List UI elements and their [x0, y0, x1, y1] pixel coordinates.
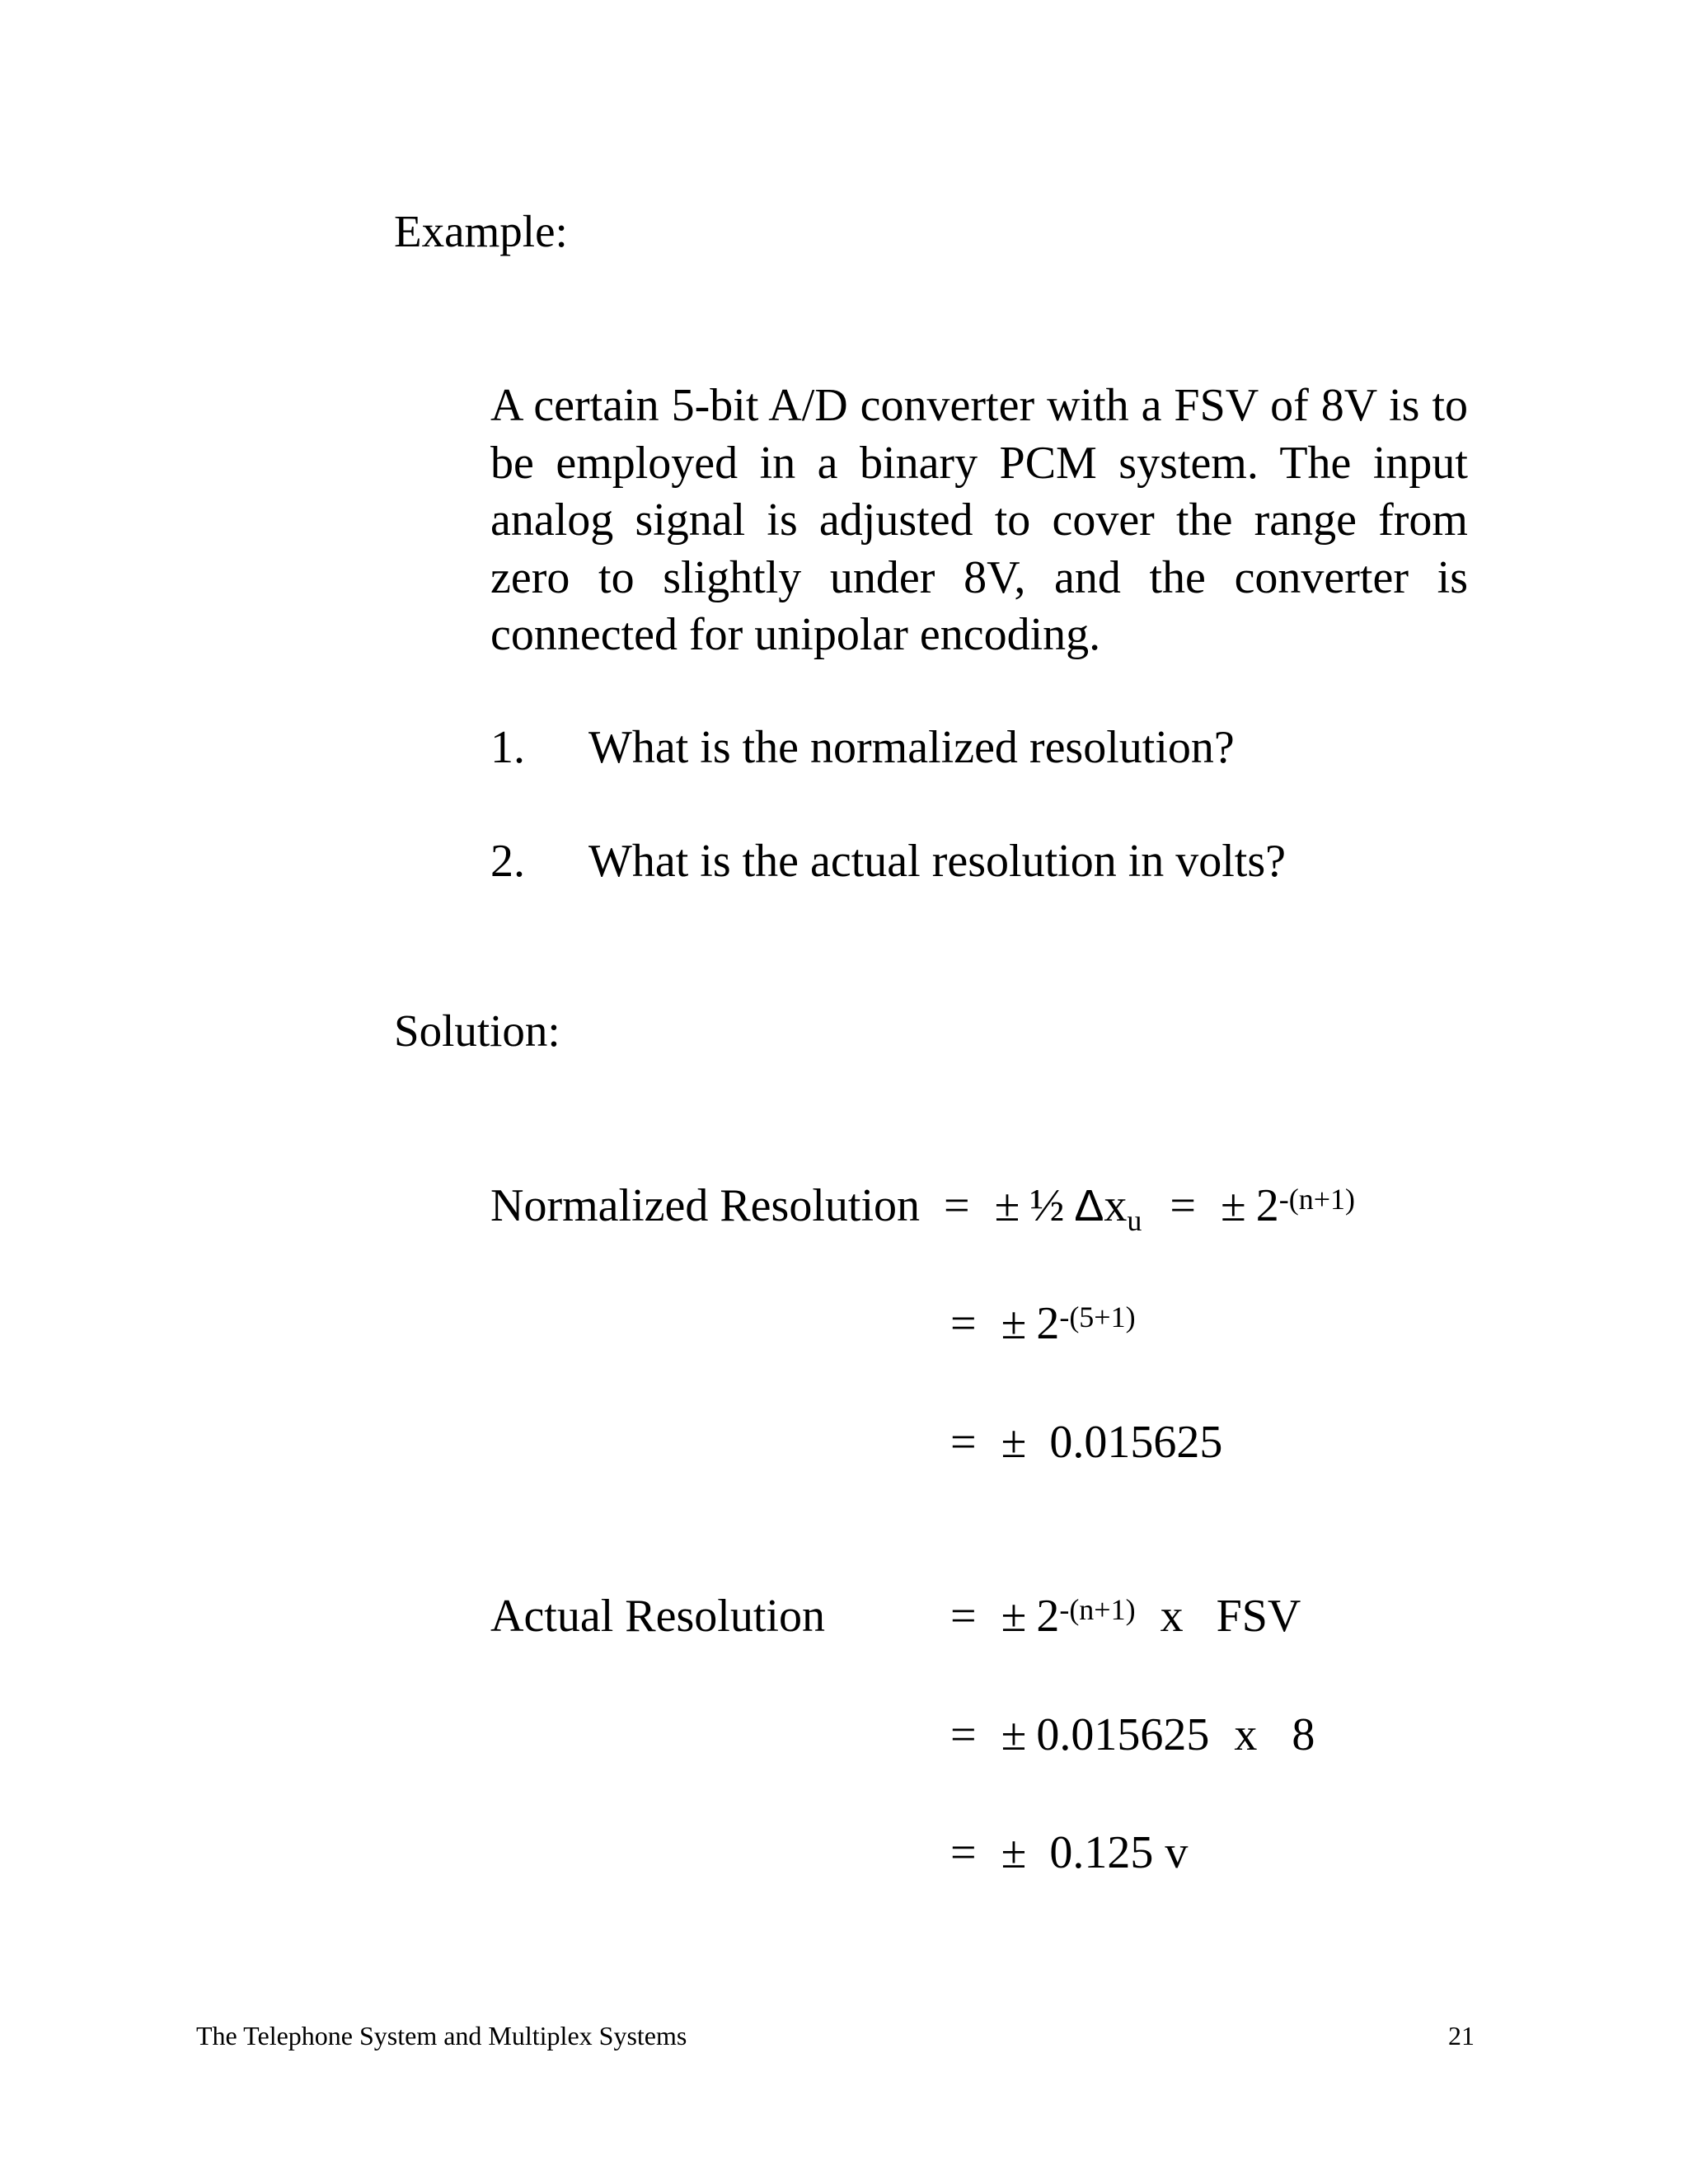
exponent: -(n+1) — [1278, 1183, 1356, 1216]
equals-sign: = — [950, 1591, 977, 1642]
one-half: ½ — [1029, 1180, 1065, 1231]
fsv-value: 8 — [1292, 1709, 1315, 1760]
plus-minus-sign: ± — [1001, 1298, 1027, 1349]
page-number: 21 — [1448, 2021, 1475, 2050]
normalized-resolution-result — [950, 1415, 1222, 1469]
actual-resolution-formula — [950, 1589, 1301, 1643]
question-2-number: 2. — [490, 836, 525, 887]
question-1-text: What is the normalized resolution? — [588, 722, 1235, 773]
result-value: 0.015625 — [1049, 1417, 1223, 1468]
normalized-resolution-label: Normalized Resolution — [490, 1180, 921, 1231]
question-2 — [490, 834, 1479, 888]
equals-sign: = — [950, 1417, 977, 1468]
base-two: 2 — [1036, 1591, 1060, 1642]
equals-sign: = — [944, 1180, 970, 1231]
subscript-u: u — [1127, 1204, 1142, 1237]
equals-sign: = — [950, 1298, 977, 1349]
plus-minus-sign: ± — [994, 1180, 1020, 1231]
actual-resolution-result — [950, 1825, 1188, 1880]
problem-statement: A certain 5-bit A/D converter with a FSV of 8V is to be employed in a binary PCM system. The input analog signal is adjusted to cover the range from zero to slightly under 8V, and the converter is connected for unipolar encoding. — [490, 380, 1468, 660]
equals-sign: = — [1170, 1180, 1196, 1231]
plus-minus-sign: ± — [1001, 1827, 1027, 1878]
times-sign: x — [1160, 1591, 1184, 1642]
delta-symbol: Δ — [1074, 1181, 1104, 1230]
base-two: 2 — [1255, 1180, 1279, 1231]
question-2-text: What is the actual resolution in volts? — [588, 836, 1287, 887]
question-1-number: 1. — [490, 722, 525, 773]
exponent: -(5+1) — [1059, 1301, 1136, 1333]
exponent: -(n+1) — [1059, 1593, 1136, 1626]
solution-heading: Solution: — [394, 1005, 560, 1056]
plus-minus-sign: ± — [1001, 1591, 1027, 1642]
actual-resolution-step-2 — [950, 1708, 1315, 1762]
footer-title: The Telephone System and Multiplex Systems — [196, 2021, 687, 2050]
times-sign: x — [1234, 1709, 1258, 1760]
plus-minus-sign: ± — [1001, 1709, 1027, 1760]
question-1 — [490, 720, 1479, 775]
fsv-term: FSV — [1216, 1591, 1301, 1642]
normalized-resolution-formula — [944, 1179, 1356, 1237]
example-heading: Example: — [394, 206, 568, 256]
actual-resolution-label: Actual Resolution — [490, 1591, 825, 1642]
plus-minus-sign: ± — [1221, 1180, 1246, 1231]
plus-minus-sign: ± — [1001, 1417, 1027, 1468]
normalized-resolution-step-2 — [950, 1296, 1136, 1351]
equals-sign: = — [950, 1827, 977, 1878]
variable-x: x — [1104, 1180, 1128, 1231]
normalized-value: 0.015625 — [1036, 1709, 1210, 1760]
base-two: 2 — [1036, 1298, 1060, 1349]
result-value: 0.125 v — [1049, 1827, 1189, 1878]
equals-sign: = — [950, 1709, 977, 1760]
